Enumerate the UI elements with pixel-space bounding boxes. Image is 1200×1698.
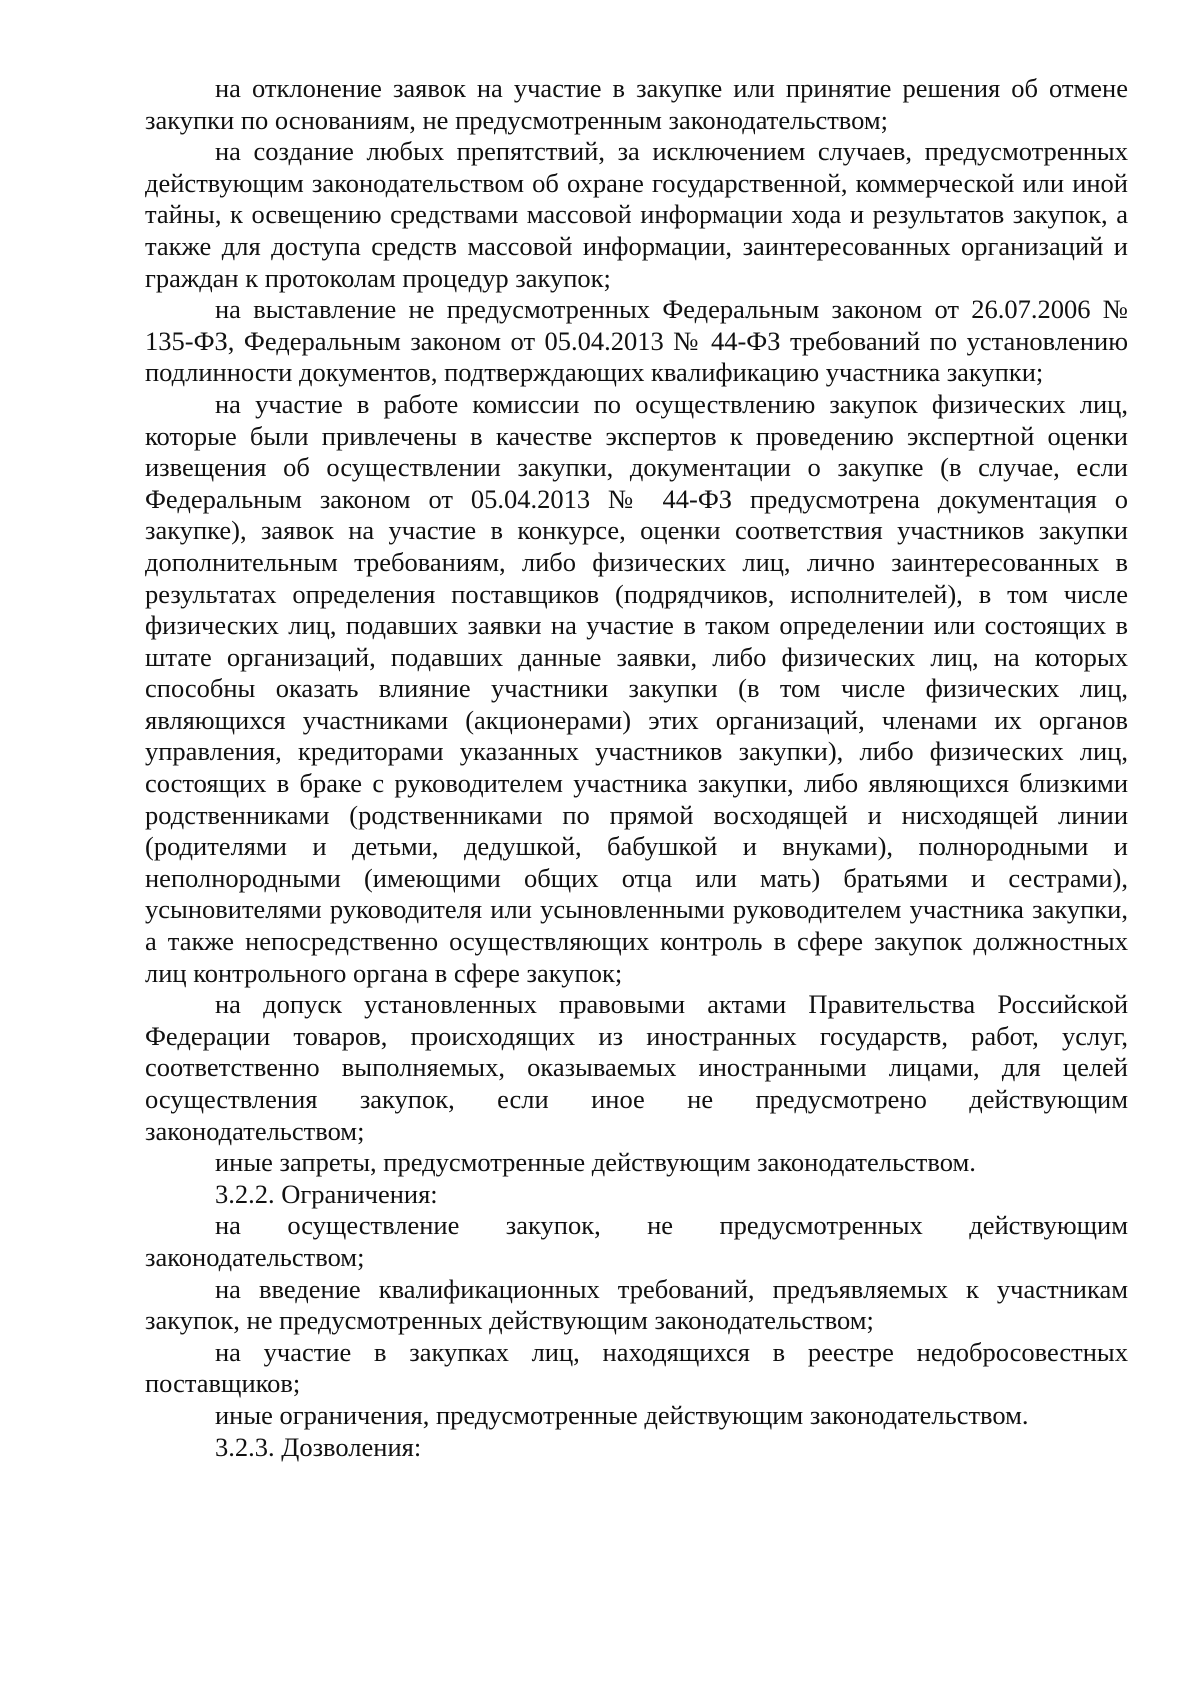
section-heading-restrictions: 3.2.2. Ограничения: <box>215 1178 438 1209</box>
document-page <box>145 73 1128 1463</box>
paragraph-foreign-goods-admission: на допуск установленных правовыми актами Правительства Российской Федерации товаров, происходящих из иностранных государств, работ, услуг, соответственно выполняемых, оказываемых иностранными лицами, для целей осуществления закупок, если иное не предусмотрено действующим законодательством; <box>145 989 1128 1146</box>
paragraph-rejection-of-bids: на отклонение заявок на участие в закупке или принятие решения об отмене закупки по основаниям, не предусмотренным законодательством; <box>145 73 1128 135</box>
paragraph-commission-participation: на участие в работе комиссии по осуществлению закупок физических лиц, которые были привлечены в качестве экспертов к проведению экспертной оценки извещения об осуществлении закупки, документации о закупке (в случае, если Федеральным законом от 05.04.2013 № 44-ФЗ предусмотрена документация о закупке), заявок на участие в конкурсе, оценки соответствия участников закупки дополнительным требованиям, либо физических лиц, лично заинтересованных в результатах определения поставщиков (подрядчиков, исполнителей), в том числе физических лиц, подавших заявки на участие в таком определении или состоящих в штате организаций, подавших данные заявки, либо физических лиц, на которых способны оказать влияние участники закупки (в том числе физических лиц, являющихся участниками (акционерами) этих организаций, членами их органов управления, кредиторами указанных участников закупки), либо физических лиц, состоящих в браке с руководителем участника закупки, либо являющихся близкими родственниками (родственниками по прямой восходящей и нисходящей линии (родителями и детьми, дедушкой, бабушкой и внуками), полнородными и неполнородными (имеющими общих отца или мать) братьями и сестрами), усыновителями руководителя или усыновленными руководителем участника закупки, а также непосредственно осуществляющих контроль в сфере закупок должностных лиц контрольного органа в сфере закупок; <box>145 388 1128 988</box>
paragraph-authenticity-requirements: на выставление не предусмотренных Федеральным законом от 26.07.2006 № 135-ФЗ, Федеральным законом от 05.04.2013 № 44-ФЗ требований по установлению подлинности документов, подтверждающих квалификацию участника закупки; <box>145 294 1128 388</box>
paragraph-unforeseen-procurement: на осуществление закупок, не предусмотренных действующим законодательством; <box>145 1210 1128 1272</box>
paragraph-other-prohibitions: иные запреты, предусмотренные действующим законодательством. <box>215 1147 976 1178</box>
section-heading-permissions: 3.2.3. Дозволения: <box>215 1431 422 1462</box>
paragraph-obstacles: на создание любых препятствий, за исключением случаев, предусмотренных действующим законодательством об охране государственной, коммерческой или иной тайны, к освещению средствами массовой информации хода и результатов закупок, а также для доступа средств массовой информации, заинтересованных организаций и граждан к протоколам процедур закупок; <box>145 136 1128 293</box>
paragraph-other-restrictions: иные ограничения, предусмотренные действующим законодательством. <box>215 1399 1029 1430</box>
paragraph-unscrupulous-suppliers: на участие в закупках лиц, находящихся в реестре недобросовестных поставщиков; <box>145 1336 1128 1399</box>
paragraph-qualification-requirements: на введение квалификационных требований, предъявляемых к участникам закупок, не предусмотренных действующим законодательством; <box>145 1273 1128 1336</box>
